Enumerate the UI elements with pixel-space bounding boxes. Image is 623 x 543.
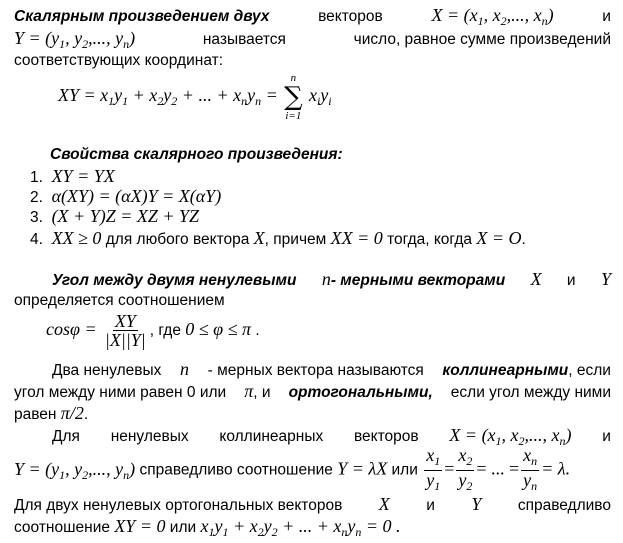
angle-x: X (530, 269, 542, 289)
property-2: 2. α(XY) = (αX)Y = X(αY) (30, 186, 222, 206)
sum-symbol: n ∑ i=1 (284, 72, 303, 122)
definition-line-3: соответствующих координат: (14, 52, 224, 69)
ratio-fraction-1: $\frac{x_1}{y_1}$ (426, 445, 441, 493)
collinear-def-line-2: угол между ними равен 0 или π, и ортогональными, если угол между ними (14, 380, 611, 404)
angle-term: Угол между двумя ненулевыми (52, 272, 297, 289)
angle-line-2: определяется соотношением (14, 292, 225, 309)
property-3: 3. (X + Y)Z = XZ + YZ (30, 206, 200, 226)
ratio-fraction-n: $\frac{x_n}{y_n}$ (523, 445, 538, 493)
properties-title: Свойства скалярного произведения: (50, 146, 343, 163)
scalar-product-formula: XY = $x_1y_1 + x_2y_2$ + ... + $x_ny_n$ = n ∑ i=1 $x_iy_i$ (58, 72, 332, 122)
orthogonal-rel-line-2: соотношение XY = 0 или $x_1y_1 + x_2y_2$ + ... + $x_ny_n = 0$ . (14, 516, 401, 539)
collinear-term: коллинеарными (442, 362, 569, 379)
property-4: 4. XX ≥ 0 для любого вектора X, причем XX = 0 тогда, когда X = O. (30, 228, 526, 248)
cosine-fraction: $\frac{XY}{|X||Y|}$ (104, 311, 146, 351)
collinear-def-line-3: равен π/2. (14, 403, 89, 423)
angle-y: Y (600, 269, 611, 289)
ratio-fraction-2: $\frac{x_2}{y_2}$ (458, 445, 473, 493)
text-called: называется (202, 31, 286, 48)
orthogonal-term: ортогональными, (288, 384, 433, 401)
text-number: число, равное сумме произведений (353, 31, 611, 48)
angle-and: и (566, 272, 576, 289)
orthogonal-rel-line-1: Для двух ненулевых ортогональных векторов X и Y справедливо (14, 494, 611, 514)
vector-y-def: $Y = (y_1$, $y_2$,..., $y_n$) (14, 28, 136, 51)
text-vectors: векторов (318, 8, 383, 25)
definition-term: Скалярным произведением двух (14, 8, 270, 25)
angle-line-1 (52, 268, 611, 292)
collinear-def-line-1: Два ненулевых n - мерных вектора называются коллинеарными, если (52, 359, 611, 379)
text-and: и (602, 8, 611, 25)
cosine-formula: cosφ = $\frac{XY}{|X||Y|}$ , где 0 ≤ φ ≤ π . (46, 311, 260, 351)
vector-x-def: $X = (x_1$, $x_2$,..., $x_n$) (431, 5, 554, 28)
collinear-rel-line-2: $Y = (y_1$, $y_2$,..., $y_n$) справедливо соотношение Y = λX или $\frac{x_1}{y_1}$ = $\frac{x_2}{y_2}$ = ... = $\frac{x_n}{y_n}$ = λ. (14, 445, 571, 493)
property-1: 1. XY = YX (30, 166, 115, 186)
collinear-rel-line-1: Для ненулевых коллинеарных векторов $X = (x_1$, $x_2$,..., $x_n$) и (52, 425, 611, 448)
angle-n-dim: n- мерными векторами (321, 269, 506, 289)
